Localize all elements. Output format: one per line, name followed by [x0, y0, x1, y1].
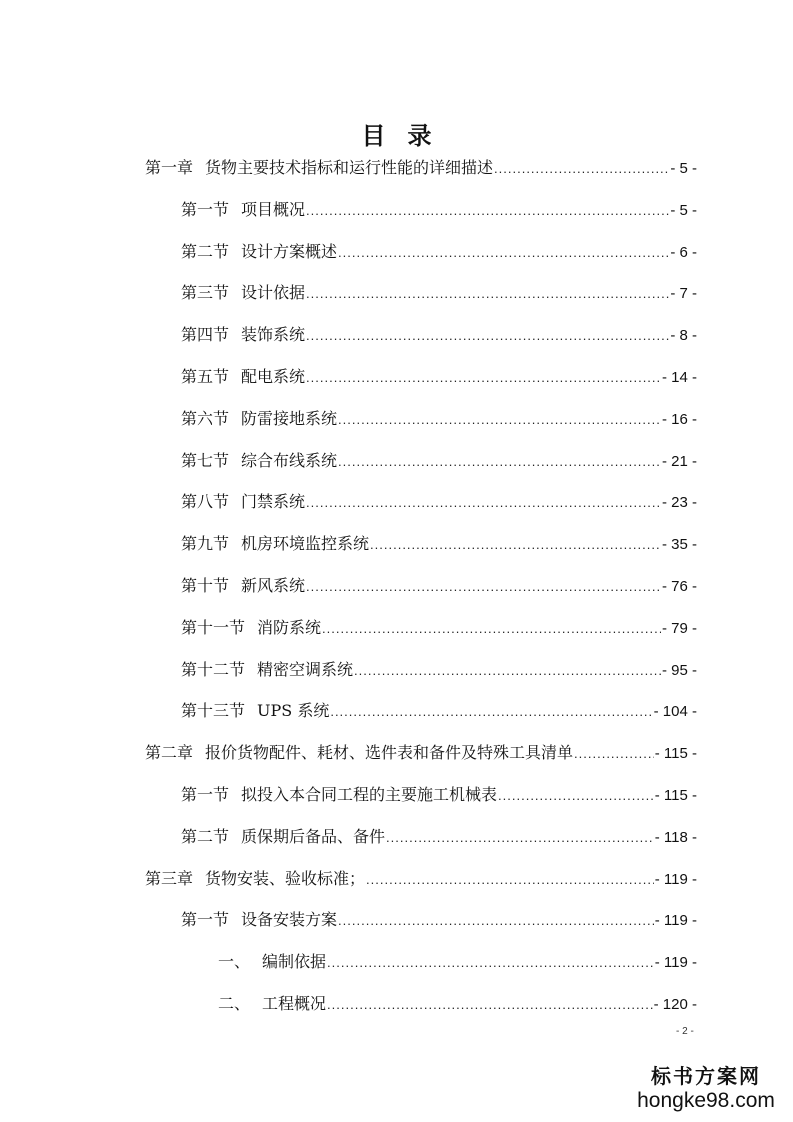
toc-entry-title: 新风系统 [241, 576, 306, 595]
toc-entry-number: 第八节 [181, 492, 230, 511]
toc-dot-leader [338, 449, 661, 475]
toc-entry[interactable] [181, 531, 697, 557]
toc-entry-title: 机房环境监控系统 [241, 534, 370, 553]
toc-entry[interactable] [181, 197, 697, 223]
toc-entry-number: 第一章 [145, 158, 194, 177]
toc-entry-number: 第二章 [145, 743, 194, 762]
toc-entry-number: 第十三节 [181, 701, 246, 720]
toc-entry-title: 精密空调系统 [257, 660, 354, 679]
toc-dot-leader [322, 616, 661, 642]
toc-entry-number: 第七节 [181, 451, 230, 470]
toc-entry-page: - 118 - [654, 829, 697, 846]
toc-entry-number: 第三节 [181, 283, 230, 302]
toc-entry-title: 消防系统 [257, 618, 322, 637]
toc-entry-page: - 23 - [661, 494, 697, 511]
toc-entry[interactable] [218, 949, 697, 975]
toc-entry-page: - 119 - [654, 871, 697, 888]
toc-entry-number: 第一节 [181, 200, 230, 219]
toc-dot-leader [498, 783, 654, 809]
toc-entry[interactable] [145, 866, 697, 892]
toc-entry-title: 项目概况 [241, 200, 306, 219]
toc-entry-title: 设备安装方案 [241, 910, 338, 929]
toc-entry-page: - 35 - [661, 536, 697, 553]
toc-entry-number: 二、 [218, 994, 251, 1013]
toc-entry-title: 工程概况 [262, 994, 327, 1013]
toc-entry[interactable] [181, 824, 697, 850]
toc-entry-page: - 104 - [653, 703, 697, 720]
toc-entry-page: - 7 - [670, 285, 697, 302]
toc-entry-number: 第二节 [181, 242, 230, 261]
toc-entry[interactable] [145, 155, 697, 181]
toc-entry-page: - 76 - [661, 578, 697, 595]
toc-entry-page: - 119 - [654, 912, 697, 929]
toc-dot-leader [327, 950, 654, 976]
toc-entry-number: 一、 [218, 952, 251, 971]
toc-entry-number: 第十一节 [181, 618, 246, 637]
toc-entry[interactable] [181, 782, 697, 808]
toc-entry-title: UPS 系统 [257, 701, 330, 720]
toc-dot-leader [366, 867, 654, 893]
toc-entry-title: 质保期后备品、备件 [241, 827, 386, 846]
toc-dot-leader [306, 490, 661, 516]
toc-entry[interactable] [181, 698, 697, 724]
toc-dot-leader [574, 741, 654, 767]
toc-entry[interactable] [181, 615, 697, 641]
site-watermark [626, 1064, 786, 1116]
toc-entry-title: 货物安装、验收标准； [205, 869, 366, 888]
toc-entry-title: 配电系统 [241, 367, 306, 386]
toc-entry-number: 第九节 [181, 534, 230, 553]
toc-entry-number: 第三章 [145, 869, 194, 888]
toc-entry-page: - 115 - [654, 745, 697, 762]
toc-entry[interactable] [181, 489, 697, 515]
toc-entry-page: - 120 - [653, 996, 697, 1013]
toc-dot-leader [494, 156, 669, 182]
toc-entry-page: - 119 - [654, 954, 697, 971]
watermark-site-name: 标书方案网 [651, 1064, 761, 1088]
toc-entry-page: - 79 - [661, 620, 697, 637]
toc-dot-leader [338, 908, 654, 934]
toc-dot-leader [306, 365, 661, 391]
toc-entry-number: 第一节 [181, 910, 230, 929]
toc-entry-number: 第六节 [181, 409, 230, 428]
toc-entry-title: 防雷接地系统 [241, 409, 338, 428]
toc-entry-title: 综合布线系统 [241, 451, 338, 470]
toc-entry[interactable] [145, 740, 697, 766]
toc-entry-page: - 14 - [661, 369, 697, 386]
toc-entry-page: - 95 - [661, 662, 697, 679]
toc-entry-title: 报价货物配件、耗材、选件表和备件及特殊工具清单 [205, 743, 574, 762]
toc-dot-leader [338, 407, 661, 433]
toc-entry[interactable] [181, 406, 697, 432]
toc-entry[interactable] [181, 657, 697, 683]
toc-dot-leader [338, 240, 669, 266]
toc-dot-leader [354, 658, 661, 684]
toc-entry-title: 设计依据 [241, 283, 306, 302]
toc-entry-title: 设计方案概述 [241, 242, 338, 261]
toc-entry-title: 编制依据 [262, 952, 327, 971]
toc-dot-leader [306, 198, 669, 224]
toc-entry[interactable] [181, 280, 697, 306]
toc-dot-leader [370, 532, 661, 558]
watermark-url: hongke98.com [637, 1089, 775, 1112]
toc-dot-leader [306, 323, 669, 349]
toc-entry-number: 第十节 [181, 576, 230, 595]
toc-entry-number: 第一节 [181, 785, 230, 804]
toc-entry-page: - 115 - [654, 787, 697, 804]
toc-entry-page: - 21 - [661, 453, 697, 470]
toc-entry[interactable] [181, 239, 697, 265]
toc-entry[interactable] [181, 573, 697, 599]
toc-entry-title: 门禁系统 [241, 492, 306, 511]
toc-entry[interactable] [181, 448, 697, 474]
toc-entry-number: 第二节 [181, 827, 230, 846]
toc-entry-number: 第五节 [181, 367, 230, 386]
toc-entry[interactable] [218, 991, 697, 1017]
toc-entry-page: - 16 - [661, 411, 697, 428]
toc-entry-page: - 5 - [670, 202, 697, 219]
toc-entry-title: 装饰系统 [241, 325, 306, 344]
toc-dot-leader [327, 992, 653, 1018]
toc-entry-title: 货物主要技术指标和运行性能的详细描述 [205, 158, 494, 177]
toc-dot-leader [306, 574, 661, 600]
toc-dot-leader [386, 825, 654, 851]
toc-dot-leader [330, 699, 652, 725]
footer-page-number: - 2 - [676, 1026, 694, 1037]
toc-entry-page: - 6 - [670, 244, 697, 261]
toc-entry[interactable] [181, 907, 697, 933]
toc-entry[interactable] [181, 364, 697, 390]
toc-dot-leader [306, 281, 669, 307]
toc-entry-page: - 8 - [670, 327, 697, 344]
page-title: 目录 [361, 121, 454, 150]
toc-entry-page: - 5 - [670, 160, 697, 177]
toc-entry-number: 第十二节 [181, 660, 246, 679]
toc-entry-title: 拟投入本合同工程的主要施工机械表 [241, 785, 498, 804]
toc-entry-number: 第四节 [181, 325, 230, 344]
toc-entry[interactable] [181, 322, 697, 348]
